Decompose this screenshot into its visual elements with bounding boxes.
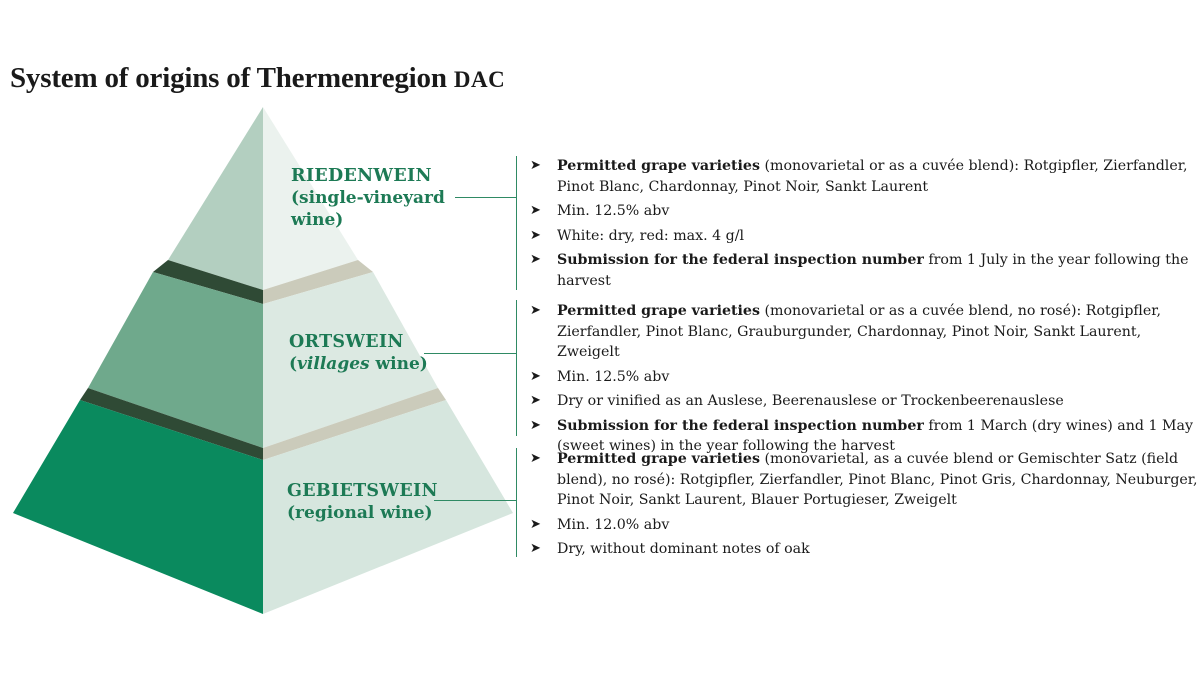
list-item: ➤ Submission for the federal inspection number from 1 March (dry wines) and 1 May (sweet wines) in the year following the harvest	[530, 417, 1193, 454]
connector-line-bottom	[434, 500, 517, 501]
connector-line-top	[455, 197, 517, 198]
tier-subtitle: (villages wine)	[289, 354, 428, 374]
list-item: ➤ White: dry, red: max. 4 g/l	[530, 226, 1198, 247]
tier-label-gebietswein	[287, 480, 438, 524]
tier-name: RIEDENWEIN	[291, 166, 432, 186]
arrowhead-icon: ➤	[530, 303, 541, 318]
arrowhead-icon: ➤	[530, 541, 541, 556]
title-main: System of origins of Thermenregion	[10, 62, 447, 94]
requirements-list-riedenwein	[530, 156, 1198, 295]
requirements-list-ortswein	[530, 301, 1198, 461]
arrowhead-icon: ➤	[530, 158, 541, 173]
requirements-list-gebietswein	[530, 449, 1198, 564]
list-item: ➤ Dry or vinified as an Auslese, Beerenauslese or Trockenbeerenauslese	[530, 391, 1198, 412]
tier-label-ortswein	[289, 331, 428, 375]
list-item: ➤ Min. 12.0% abv	[530, 515, 1198, 536]
list-item: ➤ Permitted grape varieties (monovarietal, as a cuvée blend or Gemischter Satz (field blend), no rosé): Rotgipfler, Zierfandler, Pinot Blanc, Pinot Gris, Chardonnay, Neuburger, Pinot Noir, Sankt Laurent, Blauer Portugieser, Zweigelt	[530, 451, 1198, 508]
tier-name: ORTSWEIN	[289, 332, 404, 352]
connector-line-middle	[424, 353, 517, 354]
title-suffix: DAC	[453, 67, 506, 92]
tier-subtitle-line2: wine)	[291, 210, 344, 230]
arrowhead-icon: ➤	[530, 252, 541, 267]
arrowhead-icon: ➤	[530, 368, 541, 384]
arrowhead-icon: ➤	[530, 203, 541, 218]
arrowhead-icon: ➤	[530, 393, 541, 408]
tier-name: GEBIETSWEIN	[287, 481, 438, 501]
arrowhead-icon: ➤	[530, 451, 541, 466]
tier-subtitle-line1: (single-vineyard	[291, 188, 445, 208]
bracket-line-middle	[516, 300, 517, 436]
tier-label-riedenwein	[291, 165, 445, 231]
tier-top-left-face	[168, 107, 263, 290]
arrowhead-icon: ➤	[530, 227, 541, 243]
list-item: ➤ Min. 12.5% abv	[530, 201, 1198, 222]
arrowhead-icon: ➤	[530, 417, 541, 433]
list-item: ➤ Submission for the federal inspection number from 1 July in the year following the harvest	[530, 252, 1189, 289]
list-item: ➤ Permitted grape varieties (monovarietal or as a cuvée blend, no rosé): Rotgipfler, Zierfandler, Pinot Blanc, Grauburgunder, Chardonnay, Pinot Noir, Sankt Laurent, Zweigelt	[530, 303, 1162, 360]
list-item: ➤ Dry, without dominant notes of oak	[530, 539, 1198, 560]
list-item: ➤ Permitted grape varieties (monovarietal or as a cuvée blend): Rotgipfler, Zierfandler, Pinot Blanc, Chardonnay, Pinot Noir, Sankt Laurent	[530, 158, 1188, 195]
list-item: ➤ Min. 12.5% abv	[530, 367, 1198, 388]
bracket-line-top	[516, 156, 517, 290]
arrowhead-icon: ➤	[530, 516, 541, 532]
bracket-line-bottom	[516, 448, 517, 557]
tier-subtitle-line1: (regional wine)	[287, 503, 433, 523]
